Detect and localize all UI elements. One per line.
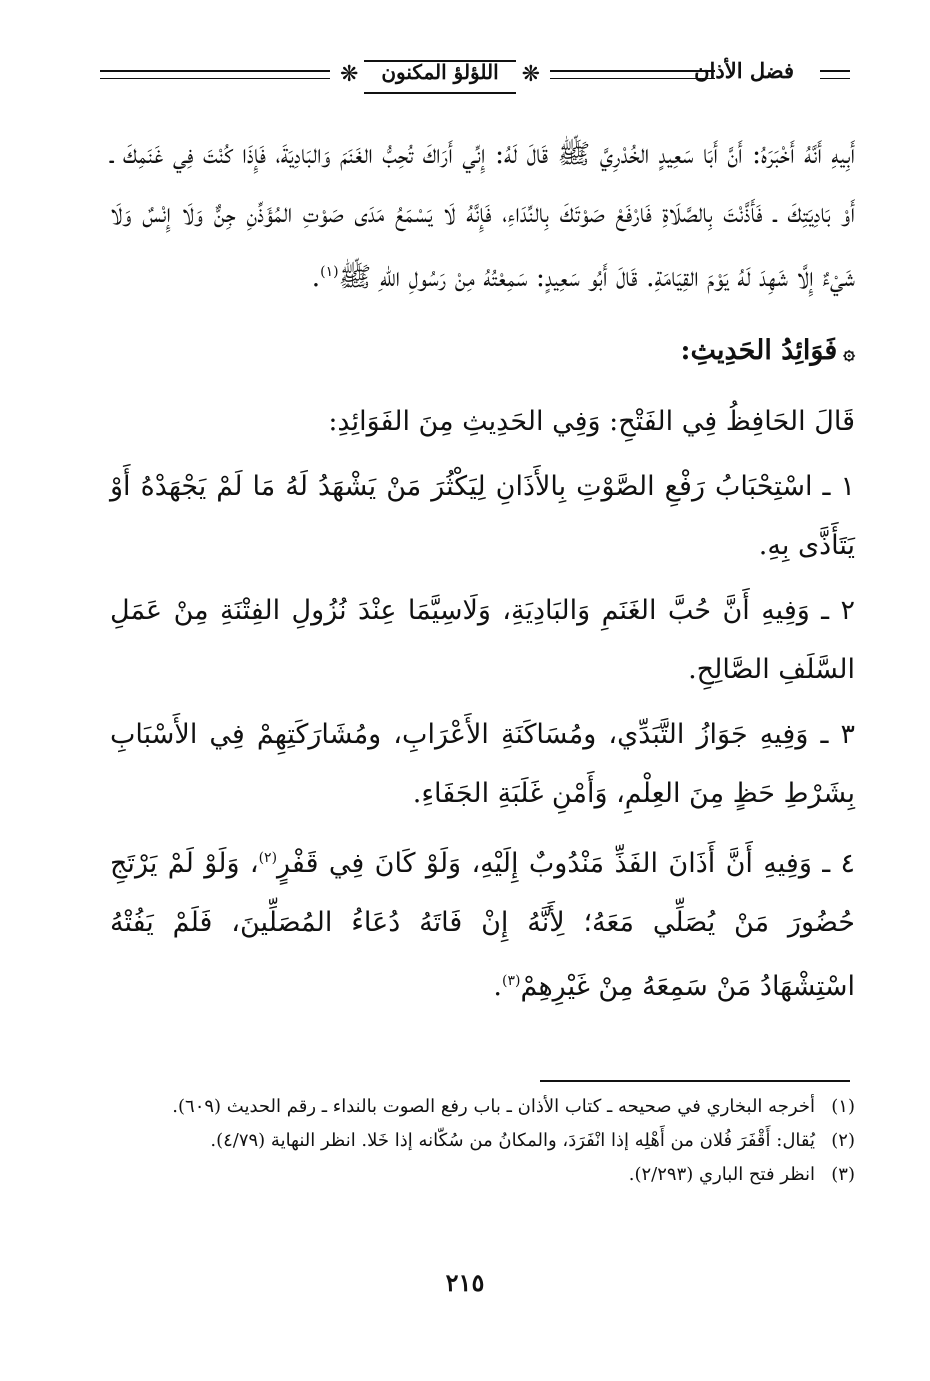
footnote [110, 1090, 855, 1124]
section-marker-icon: ۞ [843, 340, 855, 364]
footnotes [110, 1090, 855, 1192]
section-heading [110, 321, 855, 382]
footnote-text: أخرجه البخاري في صحيحه ـ كتاب الأذان ـ باب رفع الصوت بالنداء ـ رقم الحديث (٦٠٩). [172, 1096, 815, 1117]
chapter-title: فضل الأذان [694, 58, 794, 83]
intro-paragraph: قَالَ الحَافِظُ فِي الفَتْحِ: وَفِي الحَدِيثِ مِنَ الفَوَائِدِ: [328, 406, 855, 437]
benefit-4 [110, 829, 855, 1016]
ornament-left-icon: ❋ [340, 62, 359, 87]
header-rule-right-bottom [550, 78, 715, 79]
ornament-right-icon: ❋ [521, 62, 540, 87]
footnote-number: (١) [831, 1096, 855, 1117]
header-rule-far-right-bottom [820, 78, 850, 79]
footnote-text: يُقال: أَقْفَرَ فُلان من أَهْلِه إذا انْفَرَدَ، والمكانُ من سُكّانه إذا خَلا. انظر النهاية (٤/٧٩). [210, 1130, 815, 1151]
page-number: ٢١٥ [445, 1268, 485, 1297]
running-header [100, 52, 850, 100]
hadith-paragraph [110, 125, 855, 307]
book-title-plaque [340, 52, 540, 98]
footnote [110, 1158, 855, 1192]
benefit-3: ٣ ـ وَفِيهِ جَوَازُ التَّبَدِّي، ومُسَاكَنَةِ الأَعْرَابِ، ومُشَارَكَتِهِمْ فِي الأَسْبَابِ بِشَرْطِ حَظٍ مِنَ العِلْمِ، وَأَمْنِ غَلَبَةِ الجَفَاءِ. [110, 719, 855, 809]
header-rule-right-top [550, 70, 715, 72]
benefit-4-text-b: ، وَلَوْ لَمْ يَرْتَجِ حُضُورَ مَنْ يُصَلِّي مَعَهُ؛ لِأَنَّهُ إِنْ فَاتَهُ دُعَاءُ المُصَلِّينَ، فَلَمْ يَفُتْهُ اسْتِشْهَادُ مَنْ سَمِعَهُ مِنْ غَيْرِهِمْ [110, 848, 855, 1002]
header-rule-left-top [100, 70, 330, 72]
hadith-end: . [311, 262, 321, 293]
footnote-ref-2: (٢) [258, 850, 278, 866]
main-text [110, 125, 855, 1016]
footnote-ref-1: (١) [320, 264, 339, 280]
footnote-number: (٢) [831, 1130, 855, 1151]
header-rule-left-bottom [100, 78, 330, 79]
benefit-4-end: . [493, 971, 502, 1002]
benefit-4-text-a: ٤ ـ وَفِيهِ أَنَّ أَذَانَ الفَذِّ مَنْدُوبٌ إِلَيْهِ، وَلَوْ كَانَ فِي قَفْرٍ [277, 848, 855, 879]
book-title: اللؤلؤ المكنون [381, 60, 499, 84]
footnote-separator [540, 1080, 850, 1082]
header-rule-far-right-top [820, 70, 850, 72]
benefit-1: ١ ـ اسْتِحْبَابُ رَفْعِ الصَّوْتِ بِالأَذَانِ لِيَكْثُرَ مَنْ يَشْهَدُ لَهُ مَا لَمْ يَجْهَدْهُ أَوْ يَتَأَذَّى بِهِ. [110, 471, 855, 561]
footnote-ref-3: (٣) [502, 973, 521, 989]
footnote [110, 1124, 855, 1158]
benefit-2: ٢ ـ وَفِيهِ أَنَّ حُبَّ الغَنَمِ وَالبَادِيَةِ، وَلَاسِيَّمَا عِنْدَ نُزُولِ الفِتْنَةِ مِنْ عَمَلِ السَّلَفِ الصَّالِحِ. [110, 595, 855, 685]
footnote-number: (٣) [831, 1164, 855, 1185]
section-title: فَوَائِدُ الحَدِيثِ: [680, 335, 838, 366]
footnote-text: انظر فتح الباري (٢/٢٩٣). [628, 1164, 815, 1185]
hadith-text: أَبِيهِ أَنَّهُ أَخْبَرَهُ: أَنَّ أَبَا سَعِيدٍ الخُدْرِيَّ ﷺ قَالَ لَهُ: إِنِّي أَرَاكَ تُحِبُّ الغَنَمَ وَالبَادِيَةَ، فَإِذَا كُنْتَ فِي غَنَمِكَ ـ أَوْ بَادِيَتِكَ ـ فَأَذَّنْتَ بِالصَّلَاةِ فَارْفَعْ صَوْتَكَ بِالنِّدَاءِ، فَإِنَّهُ لَا يَسْمَعُ مَدَى صَوْتِ المُؤَذِّنِ جِنٌّ وَلَا إِنْسٌ وَلَا شَيْءٌ إِلَّا شَهِدَ لَهُ يَوْمَ القِيَامَةِ. قَالَ أَبُو سَعِيدٍ: سَمِعْتُهُ مِنْ رَسُولِ اللهِ ﷺ [110, 139, 855, 293]
